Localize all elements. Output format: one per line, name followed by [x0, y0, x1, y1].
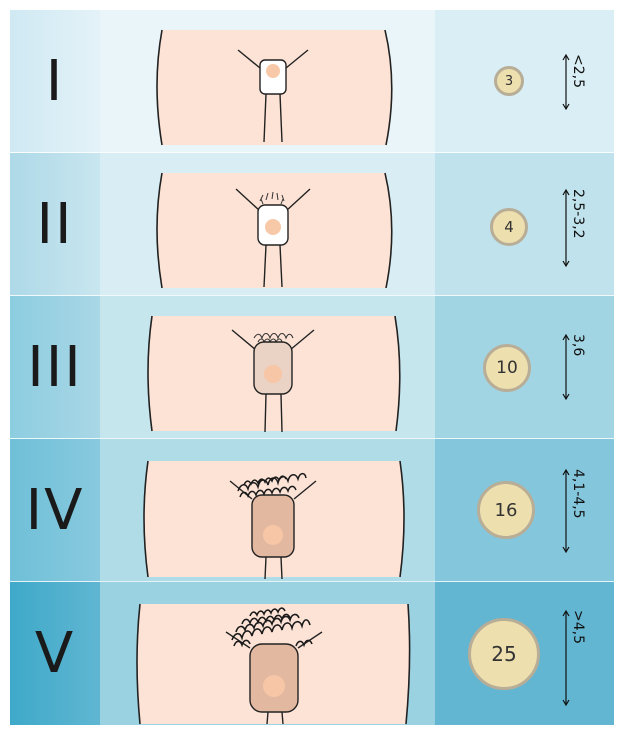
stage-measure-cell — [435, 296, 614, 438]
stage-numeral: IV — [25, 477, 85, 543]
stage-illustration — [100, 296, 435, 438]
length-indicator — [560, 469, 590, 553]
volume-bead: 25 — [468, 618, 540, 690]
length-label: 4,1-4,5 — [570, 469, 586, 519]
length-indicator — [560, 189, 590, 267]
stage-row-2 — [10, 153, 614, 296]
stage-illustration — [100, 10, 435, 152]
length-label: 3,6 — [570, 334, 586, 357]
stage-label-cell — [10, 582, 100, 725]
stage-row-1 — [10, 10, 614, 153]
stage-illustration — [100, 439, 435, 581]
tanner-stages-diagram — [10, 10, 614, 725]
stage-numeral: V — [34, 621, 76, 686]
stage-label-cell — [10, 153, 100, 295]
stage-label-cell — [10, 10, 100, 152]
stage-illustration — [100, 582, 435, 725]
body-figure — [100, 296, 435, 439]
body-figure — [100, 439, 435, 582]
stage-measure-cell — [435, 153, 614, 295]
body-figure — [100, 153, 435, 296]
volume-bead: 10 — [483, 344, 531, 392]
stage-measure-cell — [435, 439, 614, 581]
stage-row-5 — [10, 582, 614, 725]
stage-illustration — [100, 153, 435, 295]
stage-measure-cell — [435, 582, 614, 725]
length-label: >4,5 — [570, 610, 586, 644]
volume-bead: 3 — [494, 66, 524, 96]
length-indicator — [560, 334, 590, 400]
body-figure — [100, 10, 435, 153]
stage-label-cell — [10, 296, 100, 438]
length-indicator — [560, 610, 590, 706]
stage-row-3 — [10, 296, 614, 439]
stage-numeral: I — [45, 48, 65, 114]
length-label: <2,5 — [570, 54, 586, 88]
length-label: 2,5-3,2 — [570, 189, 586, 239]
stage-numeral: II — [36, 191, 74, 257]
stage-row-4 — [10, 439, 614, 582]
length-indicator — [560, 54, 590, 110]
volume-bead: 4 — [490, 208, 528, 246]
stage-measure-cell — [435, 10, 614, 152]
volume-bead: 16 — [477, 481, 535, 539]
stage-numeral: III — [27, 334, 83, 400]
stage-label-cell — [10, 439, 100, 581]
body-figure — [100, 582, 435, 725]
